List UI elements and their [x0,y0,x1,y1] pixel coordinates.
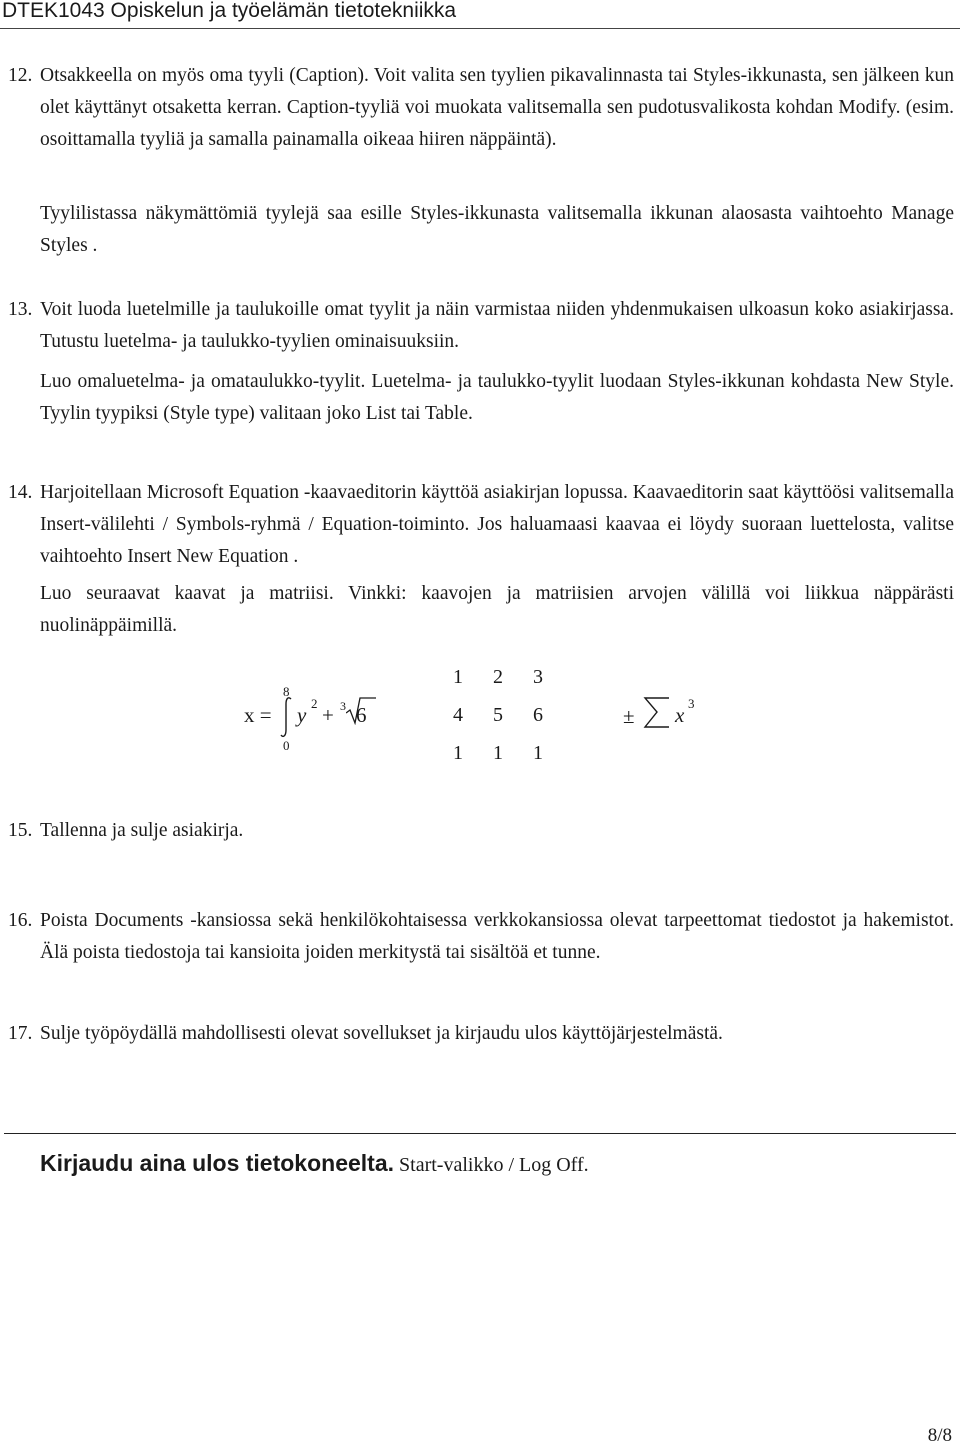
item-number-14: 14. [8,482,33,503]
sum-variable: x [675,703,685,727]
matrix [448,662,548,776]
matrix-cell: 4 [453,704,463,726]
logout-note-bold: Kirjaudu aina ulos tietokoneelta. [40,1150,395,1176]
matrix-cell: 2 [493,666,503,688]
document-header: DTEK1043 Opiskelun ja työelämän tietotekniikka [2,0,457,22]
matrix-cell: 1 [453,742,463,764]
item-12-text-2: Tyylilistassa näkymättömiä tyylejä saa esille Styles-ikkunasta valitsemalla ikkunan alaosasta vaihtoehto Manage Styles . [40,203,954,256]
plus-minus-sign: ± [623,704,635,728]
sigma-sum-icon [643,694,671,730]
item-number-13: 13. [8,299,33,320]
item-16-text: Poista Documents -kansiossa sekä henkilökohtaisessa verkkokansiossa olevat tarpeettomat tiedostot ja hakemistot. Älä poista tiedostoja tai kansioita joiden merkitystä tai sisältöä et tunne. [40,910,954,963]
item-12-text: Otsakkeella on myös oma tyyli (Caption). Voit valita sen tyylien pikavalinnasta tai Styles-ikkunasta, sen jälkeen kun olet käyttänyt otsaketta kerran. Caption-tyyliä voi muokata valitsemalla sen pudotusvalikosta kohdan Modify. (esim. osoittamalla tyyliä ja samalla painamalla oikeaa hiiren näppäintä). [40,65,954,150]
matrix-cell: 1 [493,742,503,764]
item-14-text-2: Luo seuraavat kaavat ja matriisi. Vinkki: kaavojen ja matriisien arvojen välillä voi liikkua näppärästi nuolinäppäimillä. [40,583,954,636]
item-15-text: Tallenna ja sulje asiakirja. [40,820,244,841]
matrix-row [448,700,548,738]
matrix-row [448,738,548,776]
item-number-17: 17. [8,1023,33,1044]
item-17-text: Sulje työpöydällä mahdollisesti olevat sovellukset ja kirjaudu ulos käyttöjärjestelmästä. [40,1023,723,1044]
matrix-cell: 5 [493,704,503,726]
item-13-text-2: Luo omaluetelma- ja omataulukko-tyylit. Luetelma- ja taulukko-tyylit luodaan Styles-ikkunan kohdasta New Style. Tyylin tyypiksi (Style type) valitaan joko List tai Table. [40,371,954,424]
matrix-cell: 3 [533,666,543,688]
matrix-row [448,662,548,700]
item-14-text: Harjoitellaan Microsoft Equation -kaavaeditorin käyttöä asiakirjan lopussa. Kaavaeditorin saat käyttöösi valitsemalla Insert-välilehti / Symbols-ryhmä / Equation-toiminto. Jos haluamaasi kaavaa ei löydy suoraan luettelosta, valitse vaihtoehto Insert New Equation . [40,482,954,567]
sum-exponent: 3 [688,696,695,711]
matrix-cell: 6 [533,704,543,726]
item-number-15: 15. [8,820,33,841]
radicand: 6 [356,703,367,727]
logout-note [40,1150,589,1177]
item-number-16: 16. [8,910,33,931]
integral-sign-icon [280,696,294,738]
integral-variable: y [297,703,307,727]
variable-exponent: 2 [311,696,318,711]
integral-upper-limit: 8 [283,684,290,699]
page-number: 8/8 [927,1425,952,1446]
matrix-cell: 1 [533,742,543,764]
plus-sign: + [322,703,334,727]
header-divider [0,28,960,29]
item-number-12: 12. [8,65,33,86]
matrix-cell: 1 [453,666,463,688]
root-index: 3 [340,699,346,713]
item-13-text: Voit luoda luetelmille ja taulukoille omat tyylit ja näin varmistaa niiden yhdenmukaisen ulkoasun koko asiakirjassa. Tutustu luetelma- ja taulukko-tyylien ominaisuuksiin. [40,299,954,352]
equation-lhs: x = [244,703,272,727]
integral-lower-limit: 0 [283,738,290,753]
footer-divider [4,1133,956,1134]
logout-note-instruction: Start-valikko / Log Off. [394,1154,589,1176]
